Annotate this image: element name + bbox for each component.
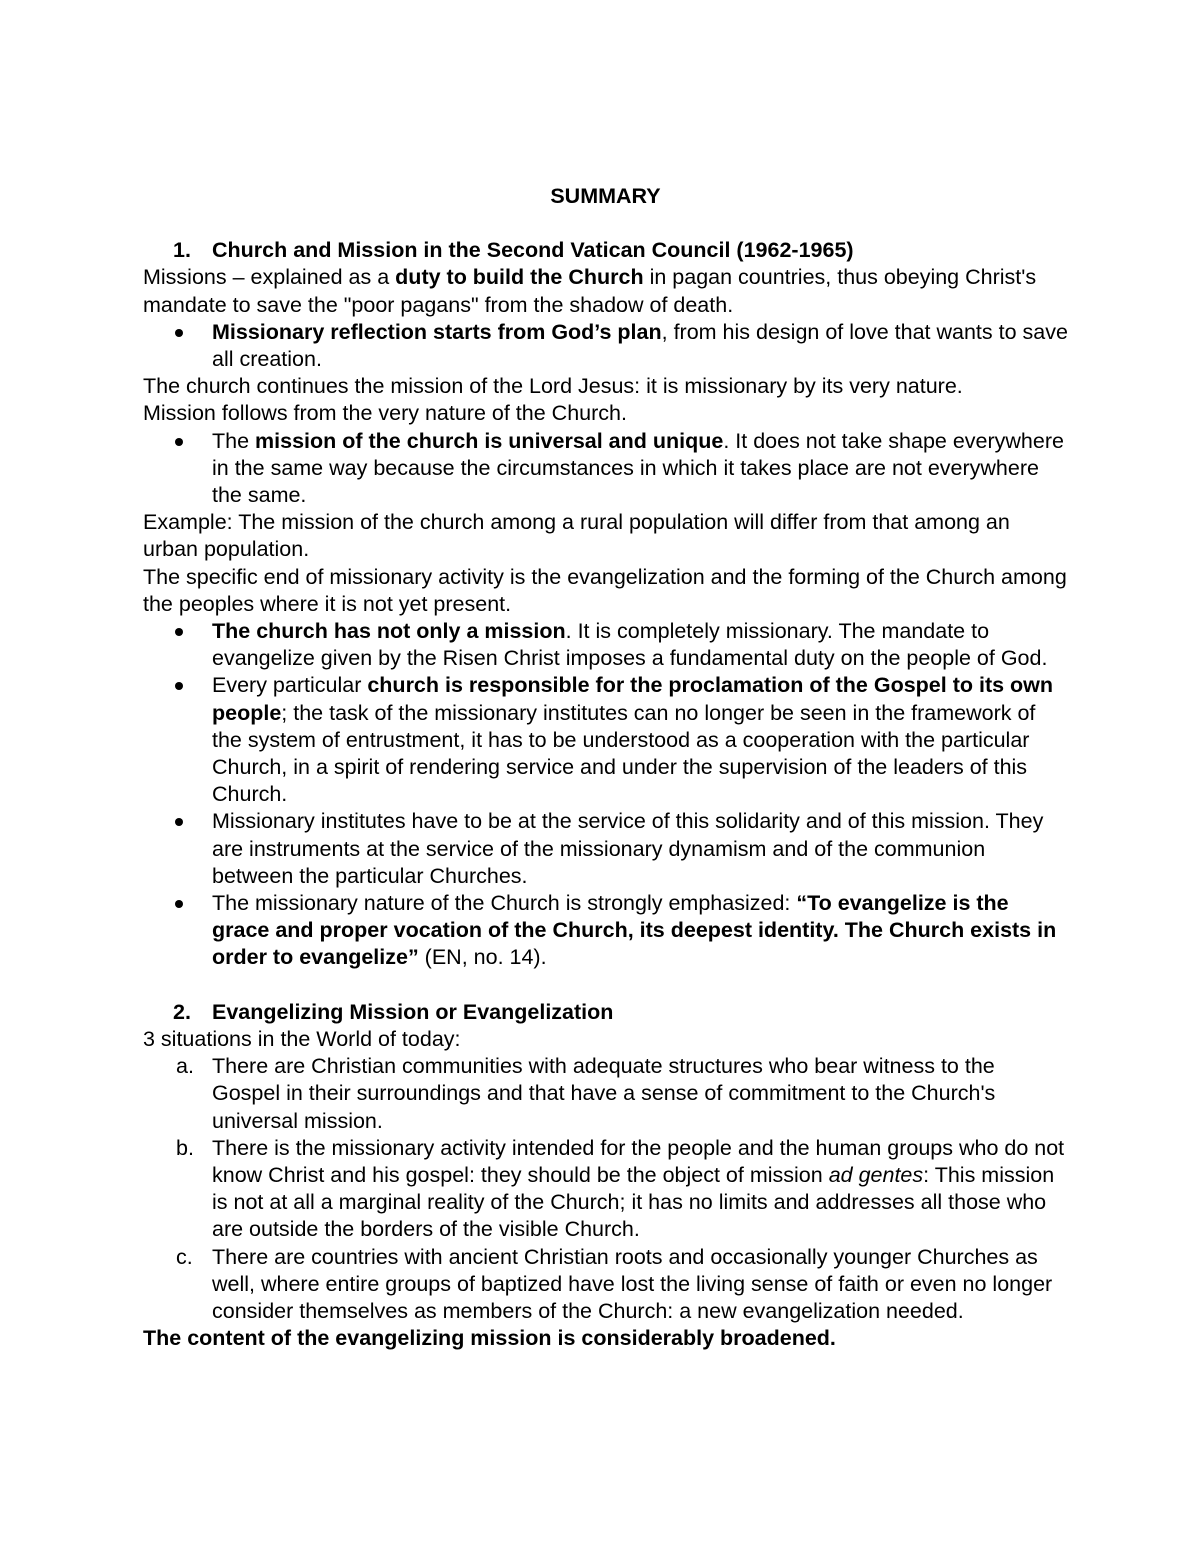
text-run: : This mission is not at all a marginal reality of the Church; it has no limits and addresses all those who are outside the borders of the visible Church. xyxy=(212,1162,1055,1242)
document-body xyxy=(143,183,1068,1352)
bold-run: Missionary reflection starts from God’s plan xyxy=(212,319,662,344)
list-item xyxy=(143,1135,1068,1244)
list-item xyxy=(143,1244,1068,1326)
text-run: , from his design of love that wants to save all creation. xyxy=(212,319,1068,372)
italic-run: ad gentes xyxy=(828,1162,924,1187)
list-item xyxy=(143,1053,1068,1135)
paragraph-specific-end: The specific end of missionary activity is the evangelization and the forming of the Church among the peoples where it is not yet present. xyxy=(143,564,1067,616)
paragraph-example: Example: The mission of the church among a rural population will differ from that among an urban population. xyxy=(143,510,1010,562)
bullet-icon xyxy=(175,900,183,908)
paragraph-mission-follows: Mission follows from the very nature of the Church. xyxy=(143,401,627,426)
text-run: Missions – explained as a xyxy=(143,265,396,290)
bullet-item xyxy=(143,890,1068,972)
spacer xyxy=(143,972,1068,999)
bullet-icon xyxy=(175,329,183,337)
bullet-list-2 xyxy=(143,428,1068,510)
alpha-list xyxy=(143,1053,1068,1325)
bold-run: The church has not only a mission xyxy=(212,619,566,644)
text-run: Missionary institutes have to be at the service of this solidarity and of this mission. They are instruments at the service of the missionary dynamism and of the communion between the particular Churches. xyxy=(212,809,1044,888)
bullet-item xyxy=(143,672,1068,808)
bold-run: “To evangelize is the grace and proper vocation of the Church, its deepest identity. The Church exists in order to evangelize” xyxy=(212,891,1057,970)
paragraph-situations-intro: 3 situations in the World of today: xyxy=(143,1026,461,1051)
bullet-item xyxy=(143,808,1068,890)
text-run: There are Christian communities with adequate structures who bear witness to the Gospel in their surroundings and that have a sense of commitment to the Church's universal mission. xyxy=(212,1054,996,1133)
section-1-heading-text: Church and Mission in the Second Vatican Council (1962-1965) xyxy=(212,238,854,263)
list-marker: c. xyxy=(176,1244,193,1269)
section-1-number: 1. xyxy=(173,238,191,263)
text-run: in pagan countries, thus obeying Christ's mandate to save the "poor pagans" from the shadow of death. xyxy=(143,265,1037,317)
bold-run: church is responsible for the proclamation of the Gospel to its own people xyxy=(212,673,1054,725)
section-2-heading-text: Evangelizing Mission or Evangelization xyxy=(212,999,614,1024)
bold-run: The content of the evangelizing mission is considerably broadened. xyxy=(143,1326,836,1351)
paragraph-church-continues: The church continues the mission of the Lord Jesus: it is missionary by its very nature. xyxy=(143,374,963,399)
bullet-icon xyxy=(175,682,183,690)
text-run: . It is completely missionary. The mandate to evangelize given by the Risen Christ imposes a fundamental duty on the people of God. xyxy=(212,619,1048,671)
bullet-item xyxy=(143,428,1068,510)
bullet-icon xyxy=(175,818,183,826)
text-run: Every particular xyxy=(212,673,368,698)
document-title: SUMMARY xyxy=(550,184,661,208)
text-run: ; the task of the missionary institutes can no longer be seen in the framework of the system of entrustment, it has to be understood as a cooperation with the particular Church, in a spirit of rendering service and under the supervision of the leaders of this Church. xyxy=(212,700,1036,807)
text-run: There is the missionary activity intended for the people and the human groups who do not know Christ and his gospel: they should be the object of mission xyxy=(212,1135,1065,1187)
bullet-list-3 xyxy=(143,618,1068,972)
bullet-icon xyxy=(175,438,183,446)
bullet-item xyxy=(143,319,1068,373)
bullet-list-1 xyxy=(143,319,1068,373)
bold-run: duty to build the Church xyxy=(395,265,644,290)
text-run: . It does not take shape everywhere in the same way because the circumstances in which it takes place are not everywhere the same. xyxy=(212,428,1064,508)
section-2-number: 2. xyxy=(173,999,191,1024)
bullet-item xyxy=(143,618,1068,672)
list-marker: a. xyxy=(176,1054,194,1079)
section-2-heading xyxy=(143,999,1068,1026)
text-run: (EN, no. 14). xyxy=(418,945,547,970)
text-run: The xyxy=(212,428,256,453)
paragraph-missions xyxy=(143,264,1068,318)
list-marker: b. xyxy=(176,1135,194,1160)
text-run: The missionary nature of the Church is strongly emphasized: xyxy=(212,891,797,916)
text-run: There are countries with ancient Christian roots and occasionally younger Churches as well, where entire groups of baptized have lost the living sense of faith or even no longer consider themselves as members of the Church: a new evangelization needed. xyxy=(212,1244,1053,1323)
bold-run: mission of the church is universal and unique xyxy=(255,428,724,453)
section-1-heading xyxy=(143,237,1068,264)
bullet-icon xyxy=(175,628,183,636)
closing-statement xyxy=(143,1325,1068,1352)
